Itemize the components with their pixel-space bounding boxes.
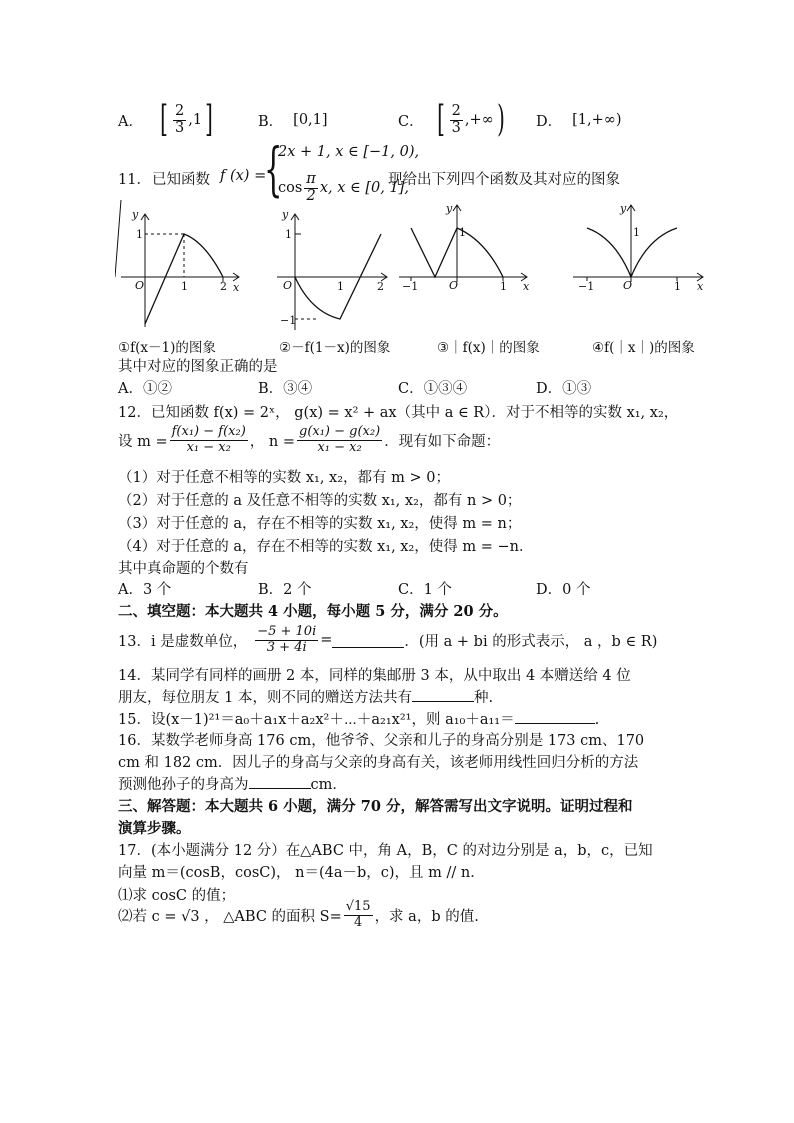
svg-text:1: 1 <box>136 228 143 241</box>
section-2-heading: 二、填空题：本大题共 4 小题，每小题 5 分，满分 20 分。 <box>118 603 508 620</box>
q12-proposition-3: （3）对于任意的 a，存在不相等的实数 x₁, x₂，使得 m = n； <box>118 516 522 532</box>
page: A． [ $\frac{2}{3}$ ,1 ] B． [0,1] C． [ $\frac{2}{3}$ ,+∞ ) D． [1,+∞) 11． 已知函数 f (x) = { 2x + 1, x ∈ [−1, 0), cos $\frac{\pi}{2}$ x, x ∈ [0, 1], 现给出下列四个函数及其对应的图象 y x O 1 1 2 y O 1 1 2 −1 y x O 1 −1 1 y x O 1 −1 1 ①f(x－1)的图象 ②－f(1－x)的图象 ③｜f(x)｜的图象 ④f(｜x｜)的图象 其中对应的图象正确的是 A．①② B．③④ C．①③④ D．①③ 12．已知函数 f(x) = 2ˣ， g(x) = x² + ax（其中 a ∈ R）．对于不相等的实数 x₁, x₂， 设 m = $\frac{\text{f(x₁) − f(x₂)}}{\text{x₁ − x₂}}$ ， n = $\frac{\text{g(x₁) − g(x₂)}}{\text{x₁ − x₂}}$ ．现有如下命题： （1）对于任意不相等的实数 x₁, x₂，都有 m > 0； （2）对于任意的 a 及任意不相等的实数 x₁, x₂，都有 n > 0； （3）对于任意的 a，存在不相等的实数 x₁, x₂，使得 m = n； （4）对于任意的 a，存在不相等的实数 x₁, x₂，使得 m = −n． 其中真命题的个数有 A．3 个 B．2 个 C．1 个 D．0 个 二、填空题：本大题共 4 小题，每小题 5 分，满分 20 分。 13．i 是虚数单位， $\frac{-5 + 10i}{3 + 4i}$ = ．(用 a + bi 的形式表示， a ，b ∈ R) 14．某同学有同样的画册 2 本，同样的集邮册 3 本，从中取出 4 本赠送给 4 位 朋友，每位朋友 1 本，则不同的赠送方法共有 种. 15．设(x－1)²¹＝a₀＋a₁x＋a₂x²＋⋯＋a₂₁x²¹，则 a₁₀＋a₁₁＝ . 16．某数学老师身高 176 cm，他爷爷、父亲和儿子的身高分别是 173 cm、170 cm 和 182 cm．因儿子的身高与父亲的身高有关，该老师用线性回归分析的方法 预测他孙子的身高为 cm． 三、解答题：本大题共 6 小题，满分 70 分，解答需写出文字说明。证明过程和 演算步骤。 17．(本小题满分 12 分）在△ABC 中，角 A，B，C 的对边分别是 a，b，c，已知 向量 m＝(cosB，cosC)， n＝(4a－b，c)，且 m // n． ⑴求 cosC 的值； ⑵若 c = √3 ， △ABC 的面积 S= $\frac{√15}{4}$ ，求 a，b 的值. <box>0 0 794 1123</box>
q12-option-a: A．3 个 <box>118 582 172 598</box>
q16-line-1: 16．某数学老师身高 176 cm，他爷爷、父亲和儿子的身高分别是 173 cm、170 <box>118 733 645 749</box>
svg-text:O: O <box>135 279 145 292</box>
q13: 13．i 是虚数单位， $\frac{-5 + 10i}{3 + 4i}$ = ．(用 a + bi 的形式表示， a ，b ∈ R) <box>118 624 658 655</box>
svg-text:2: 2 <box>220 280 227 293</box>
option-a: A． [ $\frac{2}{3}$ ,1 ] <box>118 99 213 140</box>
graph-4-caption: ④f(｜x｜)的图象 <box>592 340 695 356</box>
svg-text:−1: −1 <box>578 280 595 293</box>
q11-option-b: B．③④ <box>258 381 313 397</box>
q15: 15．设(x－1)²¹＝a₀＋a₁x＋a₂x²＋⋯＋a₂₁x²¹，则 a₁₀＋a₁₁＝ . <box>118 708 599 729</box>
q12-definitions: 设 m = $\frac{\text{f(x₁) − f(x₂)}}{\text{x₁ − x₂}}$ ， n = $\frac{\text{g(x₁) − g(x₂)}}{\text{x₁ − x₂}}$ ．现有如下命题： <box>118 424 501 455</box>
svg-text:1: 1 <box>674 280 681 293</box>
svg-text:1: 1 <box>337 280 344 293</box>
svg-text:1: 1 <box>459 226 466 239</box>
svg-text:y: y <box>446 202 453 215</box>
q11-option-d: D．①③ <box>536 381 592 397</box>
q16-answer-blank <box>249 774 311 789</box>
q16-line-2: cm 和 182 cm．因儿子的身高与父亲的身高有关，该老师用线性回归分析的方法 <box>118 755 639 771</box>
graph-2 <box>277 208 387 330</box>
svg-text:1: 1 <box>285 228 292 241</box>
q11-graphs <box>115 200 705 340</box>
svg-text:2: 2 <box>377 280 384 293</box>
q12-option-d: D．0 个 <box>536 582 591 598</box>
q14-answer-blank <box>412 687 474 702</box>
svg-text:−1: −1 <box>402 280 419 293</box>
q12-option-b: B．2 个 <box>258 582 312 598</box>
svg-text:O: O <box>623 279 633 292</box>
q11-question: 其中对应的图象正确的是 <box>118 359 278 375</box>
svg-text:x: x <box>523 280 530 293</box>
graph-4 <box>573 202 704 293</box>
option-c: C． [ $\frac{2}{3}$ ,+∞ ) <box>398 99 505 140</box>
q13-answer-blank <box>332 633 404 648</box>
option-b: B． [0,1] <box>258 112 328 130</box>
option-d: D． [1,+∞) <box>536 112 622 130</box>
q14-line-2: 朋友，每位朋友 1 本，则不同的赠送方法共有 种. <box>118 686 493 707</box>
graph-2-caption: ②－f(1－x)的图象 <box>279 340 391 356</box>
svg-text:x: x <box>697 280 704 293</box>
q14-line-1: 14．某同学有同样的画册 2 本，同样的集邮册 3 本，从中取出 4 本赠送给 4 位 <box>118 668 631 684</box>
graph-3-caption: ③｜f(x)｜的图象 <box>437 340 540 356</box>
svg-text:1: 1 <box>181 280 188 293</box>
q12-proposition-2: （2）对于任意的 a 及任意不相等的实数 x₁, x₂，都有 n > 0； <box>118 493 522 509</box>
q17-part-2: ⑵若 c = √3 ， △ABC 的面积 S= $\frac{√15}{4}$ ，求 a，b 的值. <box>118 899 479 930</box>
svg-text:1: 1 <box>633 226 640 239</box>
graph-1-y-label: y <box>132 208 139 221</box>
q15-answer-blank <box>515 709 595 724</box>
section-3-heading: 三、解答题：本大题共 6 小题，满分 70 分，解答需写出文字说明。证明过程和 <box>118 798 633 815</box>
piecewise-line-1: 2x + 1, x ∈ [−1, 0), <box>278 144 420 160</box>
q11-option-a: A．①② <box>118 381 172 397</box>
q12-line-1: 12．已知函数 f(x) = 2ˣ， g(x) = x² + ax（其中 a ∈ R）．对于不相等的实数 x₁, x₂， <box>118 405 679 421</box>
q17-line-1: 17．(本小题满分 12 分）在△ABC 中，角 A，B，C 的对边分别是 a，b，c，已知 <box>118 843 653 859</box>
q16-line-3: 预测他孙子的身高为 cm． <box>118 773 347 794</box>
svg-text:y: y <box>282 208 289 221</box>
graph-1 <box>115 200 240 327</box>
svg-text:y: y <box>620 202 627 215</box>
graph-3-line-part <box>411 228 457 277</box>
graph-1-caption: ①f(x－1)的图象 <box>118 340 216 356</box>
q12-proposition-4: （4）对于任意的 a，存在不相等的实数 x₁, x₂，使得 m = −n． <box>118 539 534 555</box>
svg-text:1: 1 <box>500 280 507 293</box>
svg-text:O: O <box>449 279 459 292</box>
q11-option-c: C．①③④ <box>398 381 468 397</box>
section-3-heading-cont: 演算步骤。 <box>118 820 191 837</box>
q12-question: 其中真命题的个数有 <box>118 561 249 577</box>
graph-4-curve <box>587 228 677 277</box>
q17-line-2: 向量 m＝(cosB，cosC)， n＝(4a－b，c)，且 m // n． <box>118 865 485 881</box>
graph-1-x-label: x <box>233 281 240 294</box>
svg-text:O: O <box>283 279 293 292</box>
piecewise-line-2: cos $\frac{\pi}{2}$ x, x ∈ [0, 1], <box>278 171 409 204</box>
q17-part-1: ⑴求 cosC 的值； <box>118 888 236 904</box>
q12-option-c: C．1 个 <box>398 582 452 598</box>
svg-text:−1: −1 <box>280 314 297 327</box>
graph-3 <box>399 202 530 293</box>
q12-proposition-1: （1）对于任意不相等的实数 x₁, x₂，都有 m > 0； <box>118 470 450 486</box>
